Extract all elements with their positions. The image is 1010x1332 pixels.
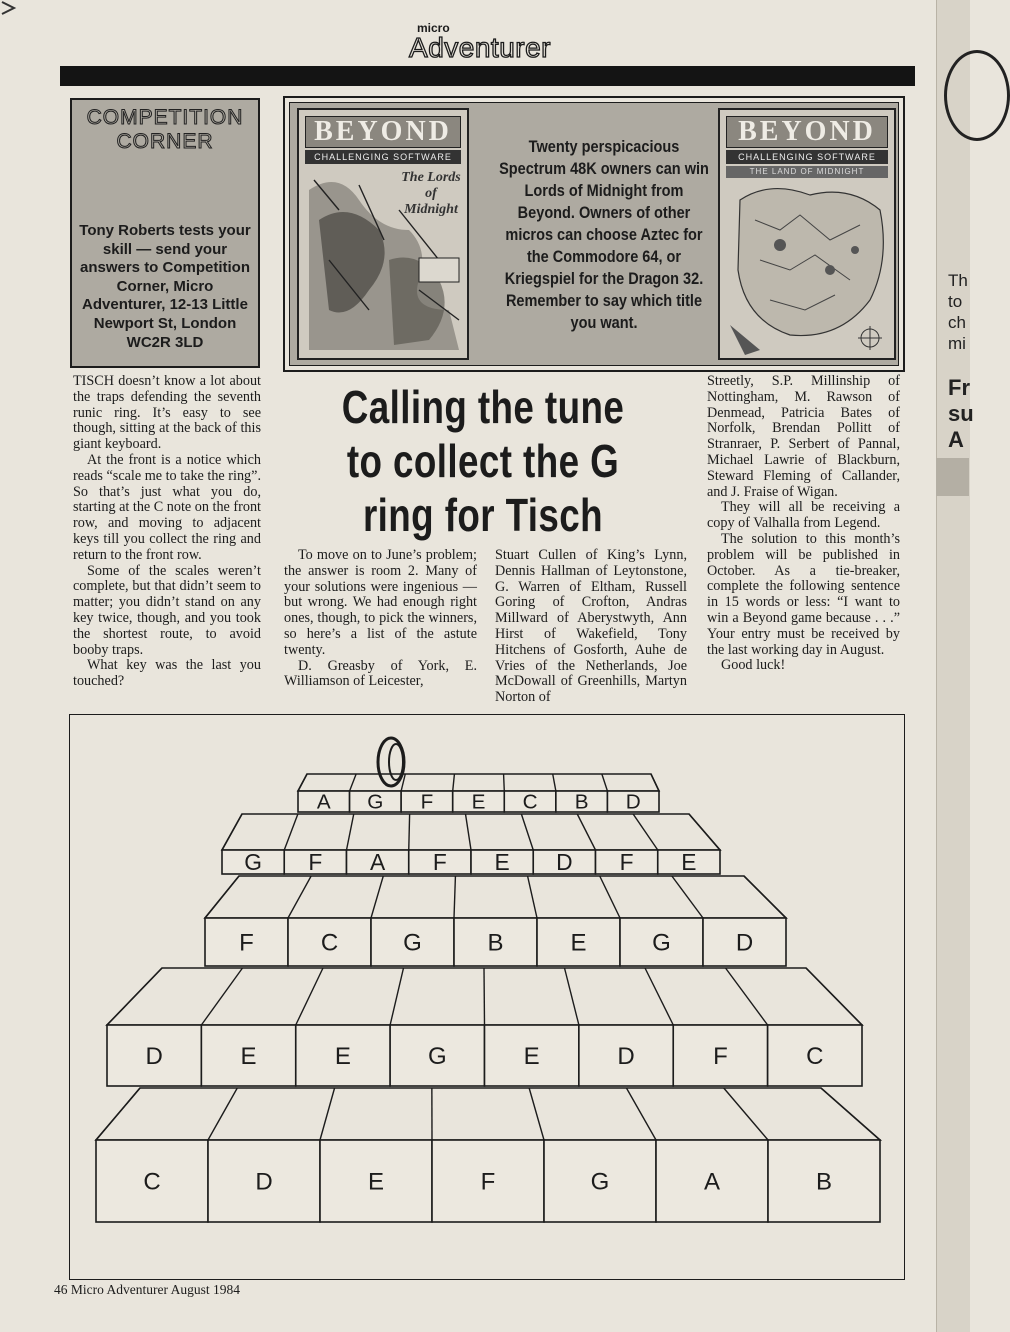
key-note-label: F: [713, 1042, 728, 1070]
key-note-label: G: [652, 929, 671, 957]
cover-map-illustration: [720, 110, 898, 362]
key-note-label: B: [815, 1168, 833, 1196]
key-note-label: A: [370, 848, 386, 875]
key-note-label: F: [308, 848, 323, 875]
beyond-logo-2: BEYOND: [726, 116, 888, 148]
paragraph: At the front is a notice which reads “scale me to take the ring”. So that’s just what you do, starting at the C note on the front row, and moving to adjacent keys till you collect the ring and return to the front row.: [73, 451, 261, 563]
cover-illustration: [299, 110, 471, 362]
cover-subtitle: CHALLENGING SOFTWARE: [305, 150, 461, 164]
key-note-label: D: [735, 929, 754, 957]
key-note-label: B: [487, 929, 504, 957]
competition-corner-text: Tony Roberts tests your skill — send your answers to Competition Corner, Micro Adventurer, 12-13 Little Newport St, London WC2R 3LD: [79, 222, 251, 351]
keyboard-row-2: [222, 814, 720, 875]
key-note-label: E: [334, 1042, 351, 1070]
page-footer: 46 Micro Adventurer August 1984: [54, 1282, 240, 1297]
ring-icon: [378, 738, 404, 786]
masthead-logo: Adventurer: [409, 32, 551, 63]
article-column-4: [707, 374, 900, 674]
key-note-label: D: [625, 790, 641, 814]
paragraph: They will all be receiving a copy of Valhalla from Legend.: [707, 499, 900, 532]
paragraph: What key was the last you touched?: [73, 657, 261, 690]
article-column-1: [73, 374, 261, 690]
lords-of-midnight-cover: [297, 108, 469, 360]
key-note-label: F: [420, 790, 434, 814]
paragraph: Good luck!: [721, 657, 786, 674]
key-note-label: G: [590, 1168, 610, 1196]
promo-text: Twenty perspicacious Spectrum 48K owners can win Lords of Midnight from Beyond. Owners of other micros can choose Aztec for the Commodore 64, or Kriegspiel for the Dragon 32. Remember to say which title you want.: [499, 138, 709, 332]
masthead-micro: micro: [417, 21, 450, 35]
keyboard-puzzle: [69, 714, 905, 1280]
key-note-label: A: [703, 1168, 721, 1196]
keyboard-row-5: [96, 1088, 880, 1222]
key-note-label: F: [432, 848, 447, 875]
key-note-label: B: [574, 790, 589, 814]
competition-corner-title: COMPETITION CORNER: [86, 106, 244, 153]
adjacent-page-text: Th to ch mi: [948, 271, 968, 353]
key-note-label: D: [145, 1042, 163, 1070]
key-note-label: E: [681, 848, 697, 875]
key-note-label: F: [480, 1168, 496, 1196]
page-corner-mark: [0, 0, 16, 16]
key-note-label: F: [239, 929, 254, 957]
key-note-label: F: [619, 848, 634, 875]
key-note-label: G: [403, 929, 422, 957]
key-note-label: E: [240, 1042, 257, 1070]
competition-corner-box: [70, 98, 260, 368]
land-of-midnight-cover: [718, 108, 896, 360]
key-note-label: G: [367, 790, 384, 814]
key-note-label: G: [427, 1042, 447, 1070]
key-note-label: E: [471, 790, 486, 814]
key-note-label: C: [806, 1042, 824, 1070]
paragraph: To move on to June’s problem; the answer is room 2. Many of your solutions were ingenious — but wrong. We had enough right ones, though, to pick the winners, so here’s a list of the astute twenty.: [284, 547, 477, 658]
key-note-label: D: [617, 1042, 635, 1070]
paragraph: Some of the scales weren’t complete, but that didn’t seem to matter; you didn’t stand on any key twice, though, and you took the shortest route, to avoid booby traps.: [73, 562, 261, 658]
paragraph: TISCH doesn’t know a lot about the traps defending the seventh runic ring. It’s easy to see though, sitting at the back of this giant keyboard.: [73, 373, 261, 453]
paragraph: The solution to this month’s problem will be published in October. As a tie-breaker, complete the following sentence in 15 words or less: “I want to win a Beyond game because . . .” Your entry must be received by the last working day in August.: [707, 530, 900, 658]
keyboard-row-4: [107, 968, 862, 1086]
key-note-label: E: [523, 1042, 540, 1070]
keyboard-row-1: [298, 774, 659, 814]
adjacent-page-graphic: [944, 50, 1010, 141]
cover-subtitle-2: CHALLENGING SOFTWARE: [726, 150, 888, 164]
adjacent-page-strip: [936, 0, 970, 1332]
key-note-label: G: [244, 848, 262, 875]
beyond-logo: BEYOND: [305, 116, 461, 148]
key-note-label: E: [570, 929, 587, 957]
key-note-label: C: [320, 929, 339, 957]
article-column-2: [284, 548, 477, 690]
key-note-label: E: [367, 1168, 385, 1196]
key-note-label: C: [522, 790, 538, 814]
article-column-3: [495, 548, 687, 706]
masthead: [395, 22, 565, 64]
paragraph: Stuart Cullen of King’s Lynn, Dennis Hallman of Leytonstone, G. Warren of Eltham, Russell Goring of Crofton, Andras Millward of Aberystwyth, Ann Hirst of Wakefield, Tony Hitchens of Gosforth, Auhe de Vries of the Netherlands, Joe McDowall of Greenhills, Martyn Norton of: [495, 547, 687, 706]
cover-game-title-2: THE LAND OF MIDNIGHT: [726, 166, 888, 178]
key-note-label: D: [556, 848, 573, 875]
key-note-label: D: [255, 1168, 273, 1196]
header-bar: [60, 66, 915, 86]
cover-game-title: The Lords of Midnight: [401, 170, 461, 217]
article-headline: Calling the tune to collect the G ring for Tisch: [341, 381, 625, 541]
key-note-label: A: [316, 790, 331, 814]
paragraph: Streetly, S.P. Millinship of Nottingham, M. Rawson of Denmead, Patricia Bates of Norfolk, Brendan Pollitt of Stranraer, P. Serbert of Pannal, Michael Lawrie of Blackburn, Steward Fleming of Callander, and J. Fraise of Wigan.: [707, 373, 900, 500]
adjacent-page-heading: Fr su A: [948, 375, 974, 452]
key-note-label: E: [494, 848, 510, 875]
paragraph: D. Greasby of York, E. Williamson of Leicester,: [284, 657, 477, 690]
key-note-label: C: [143, 1168, 161, 1196]
keyboard-row-3: [205, 876, 786, 966]
adjacent-page-band: [936, 458, 969, 496]
